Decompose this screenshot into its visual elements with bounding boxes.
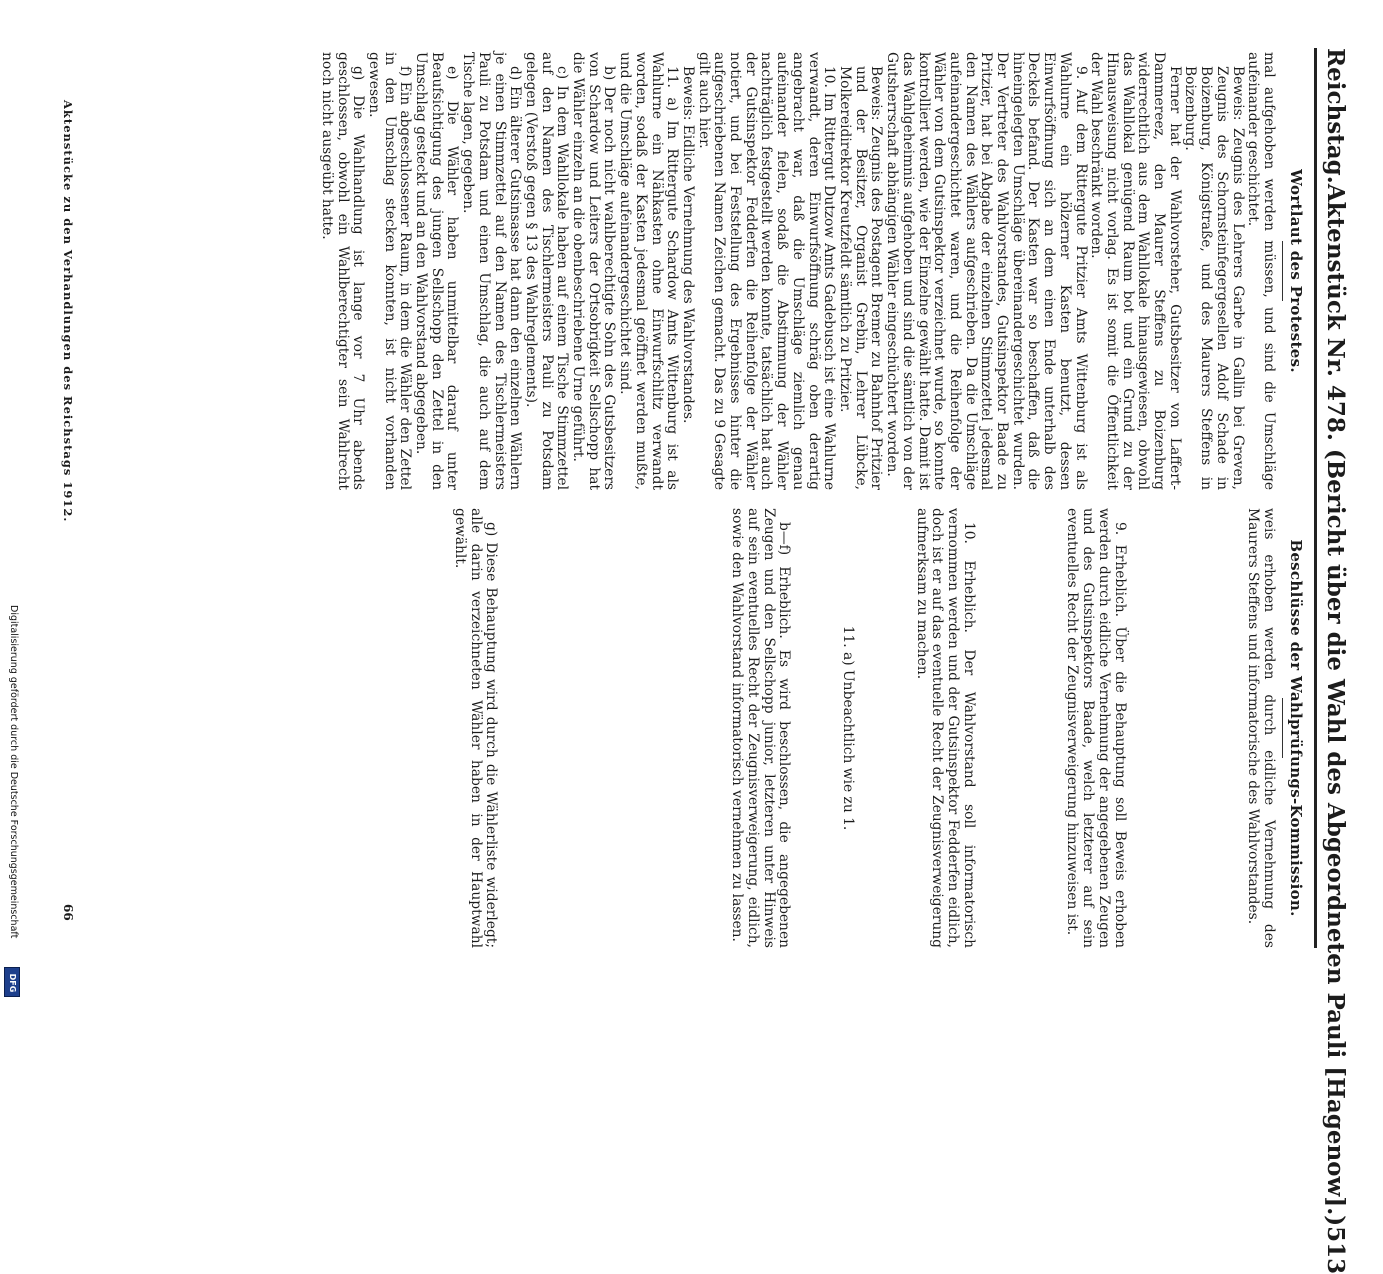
commission-column	[451, 508, 1309, 948]
commission-paragraph: 10. Erheblich. Der Wahlvorstand soll informatorisch vernommen werden und der Gutsinspektor Fedderfen eidlich, doch ist er auf das eventuelle Recht der Zeugnisverweigerung aufmerksam zu machen.	[913, 508, 977, 948]
protest-heading: Wortlaut des Protestes.	[1287, 169, 1305, 373]
dfg-logo	[4, 967, 20, 997]
protest-paragraph: mal aufgehoben werden müssen, und sind die Umschläge aufeinander geschichtet.	[1245, 52, 1277, 490]
commission-paragraph: 11. a) Unbeachtlich wie zu 1.	[839, 625, 856, 831]
protest-paragraph: Beweis: Eidliche Vernehmung des Wahlvorstandes.	[679, 66, 696, 424]
commission-paragraph: g) Diese Behauptung wird durch die Wählerliste widerlegt; alle darin verzeichneten Wähler haben in der Hauptwahl gewählt.	[452, 508, 500, 948]
commission-paragraph: weis erhoben werden durch eidliche Vernehmung des Maurers Steffens und informatorische des Wahlvorstandes.	[1245, 508, 1277, 948]
header-rule	[1314, 48, 1317, 948]
protest-paragraph: g) Die Wahlhandlung ist lange vor 7 Uhr abends geschlossen, obwohl ein Wahlberechtigter sein Wahlrecht noch nicht ausgeübt hatte.	[318, 52, 367, 490]
protest-paragraph: 11. a) Im Rittergute Schardow Amts Wittenburg ist als Wahlurne ein Nähkasten ohne Einwurfschlitz verwandt worden, sodaß der Kasten jedesmal geöffnet werden mußte, und die Umschläge aufeinandergeschichtet sind.	[617, 52, 681, 490]
protest-paragraph: c) In dem Wahllokale haben auf einem Tische Stimmzettel auf den Namen des Tischlermeisters Pauli zu Potsdam gelegen (Verstoß gegen § 13 des Wahlreglements).	[522, 52, 571, 490]
heading-rule	[1282, 241, 1283, 301]
protest-paragraph: 9. Auf dem Rittergute Pritzier Amts Wittenburg ist als Wahlurne ein hölzerner Kasten benutzt, dessen Einwurfsöffnung sich an dem einen Ende unterhalb des Deckels befand. Der Kasten war so beschaffen, daß die hineingelegten Umschläge übereinandergeschichtet wurden. Der Vertreter des Wahlvorstandes, Gutsinspektor Baade zu Pritzier, hat bei Abgabe der einzelnen Stimmzettel jedesmal den Namen des Wählers aufgeschrieben. Da die Umschläge aufeinandergeschichtet waren, und die Reihenfolge der Wähler von dem Gutsinspektor verzeichnet wurde, so konnte kontrolliert werden, wie der Einzelne gewählt hatte. Damit ist das Wahlgeheimnis aufgehoben und sind die sämtlich von der Gutsherrschaft abhängigen Wähler eingeschüchtert worden.	[884, 52, 1089, 490]
protest-column	[318, 52, 1309, 490]
digitization-credit	[0, 605, 26, 1000]
footer-reference: Aktenstücke zu den Verhandlungen des Reichstags 1912.	[61, 100, 75, 523]
commission-paragraph: 9. Erheblich. Über die Behauptung soll Beweis erhoben werden durch eidliche Vernehmung der angegebenen Zeugen und des Gutsinspektors Baade, welch letzterer auf sein eventuelles Recht der Zeugnisverweigerung hinzuweisen ist.	[1064, 508, 1128, 948]
header-left: Reichstag.	[1322, 48, 1350, 184]
commission-heading: Beschlüsse der Wahlprüfungs-Kommission.	[1287, 539, 1305, 917]
protest-paragraph: b) Der noch nicht wahlberechtigte Sohn des Gutsbesitzers von Schardow und Leiters der Ortsobrigkeit Sellschopp hat die Wähler einzeln an die obenbeschriebene Urne geführt.	[570, 52, 618, 490]
header-title: Aktenstück Nr. 478. (Bericht über die Wahl des Abgeordneten Pauli [Hagenow].)	[1322, 183, 1350, 1227]
dfg-logo-text: DFG	[8, 973, 17, 993]
page-header	[1319, 48, 1353, 1274]
page-number: 513	[1322, 1226, 1350, 1274]
protest-paragraph: d) Ein älterer Gutsinsasse hat dann den einzelnen Wählern je einen Stimmzettel auf den Namen des Tischlermeisters Pauli zu Potsdam und einen Umschlag, die auch auf dem Tische lagen, gegeben.	[460, 52, 524, 490]
protest-paragraph: Ferner hat der Wahlvorsteher, Gutsbesitzer von Laffert-Dammereez, den Maurer Steffens zu Boizenburg widerrechtlich aus dem Wahllokale hinausgewiesen, obwohl das Wahllokal genügend Raum bot und ein Grund zu der Hinausweisung nicht vorlag. Es ist somit die Öffentlichkeit der Wahl beschränkt worden.	[1088, 52, 1183, 490]
protest-paragraph: f) Ein abgeschlossener Raum, in dem die Wähler den Zettel in den Umschlag stecken konnten, ist nicht vorhanden gewesen.	[365, 52, 414, 490]
sheet-number: 66	[61, 904, 75, 921]
credit-text: Digitalisierung gefördert durch die Deutsche Forschungsgemeinschaft	[8, 605, 19, 939]
protest-paragraph: e) Die Wähler haben unmittelbar darauf unter Beaufsichtigung des jungen Sellschopp den Zettel in den Umschlag gesteckt und an den Wahlvorstand abgegeben.	[413, 52, 461, 490]
protest-paragraph: Beweis: Zeugnis des Lehrers Garbe in Gallin bei Greven, Zeugnis des Schornsteinfegergesellen Adolf Schade in Boizenburg, Königstraße, und des Maurers Steffens in Boizenburg.	[1182, 66, 1246, 490]
protest-paragraph: 10. Im Rittergut Dutzow Amts Gadebusch ist eine Wahlurne verwandt, deren Einwurfsöffnung schräg oben derartig angebracht war, daß die Umschläge ziemlich genau aufeinander fielen, sodaß die Abstimmung der Wähler nachträglich festgestellt werden konnte, tatsächlich hat auch der Gutsinspektor Fedderfen die Reihenfolge der Wähler notiert, und bei Feststellung des Ergebnisses hinter die aufgeschriebenen Namen Zeichen gemacht. Das zu 9 Gesagte gilt auch hier.	[695, 52, 838, 490]
protest-paragraph: Beweis: Zeugnis des Postagent Bremer zu Bahnhof Pritzier und der Besitzer, Organist Grebin, Lehrer Lübcke, Molkereidirektor Kreutzfeldt sämtlich zu Pritzier.	[837, 66, 885, 490]
heading-rule	[1282, 698, 1283, 758]
commission-paragraph: b—f) Erheblich. Es wird beschlossen, die angegebenen Zeugen und den Sellschopp junior, letzteren unter Hinweis auf sein eventuelles Recht der Zeugnisverweigerung, eidlich, sowie den Wahlvorstand informatorisch vernehmen zu lassen.	[729, 508, 793, 948]
